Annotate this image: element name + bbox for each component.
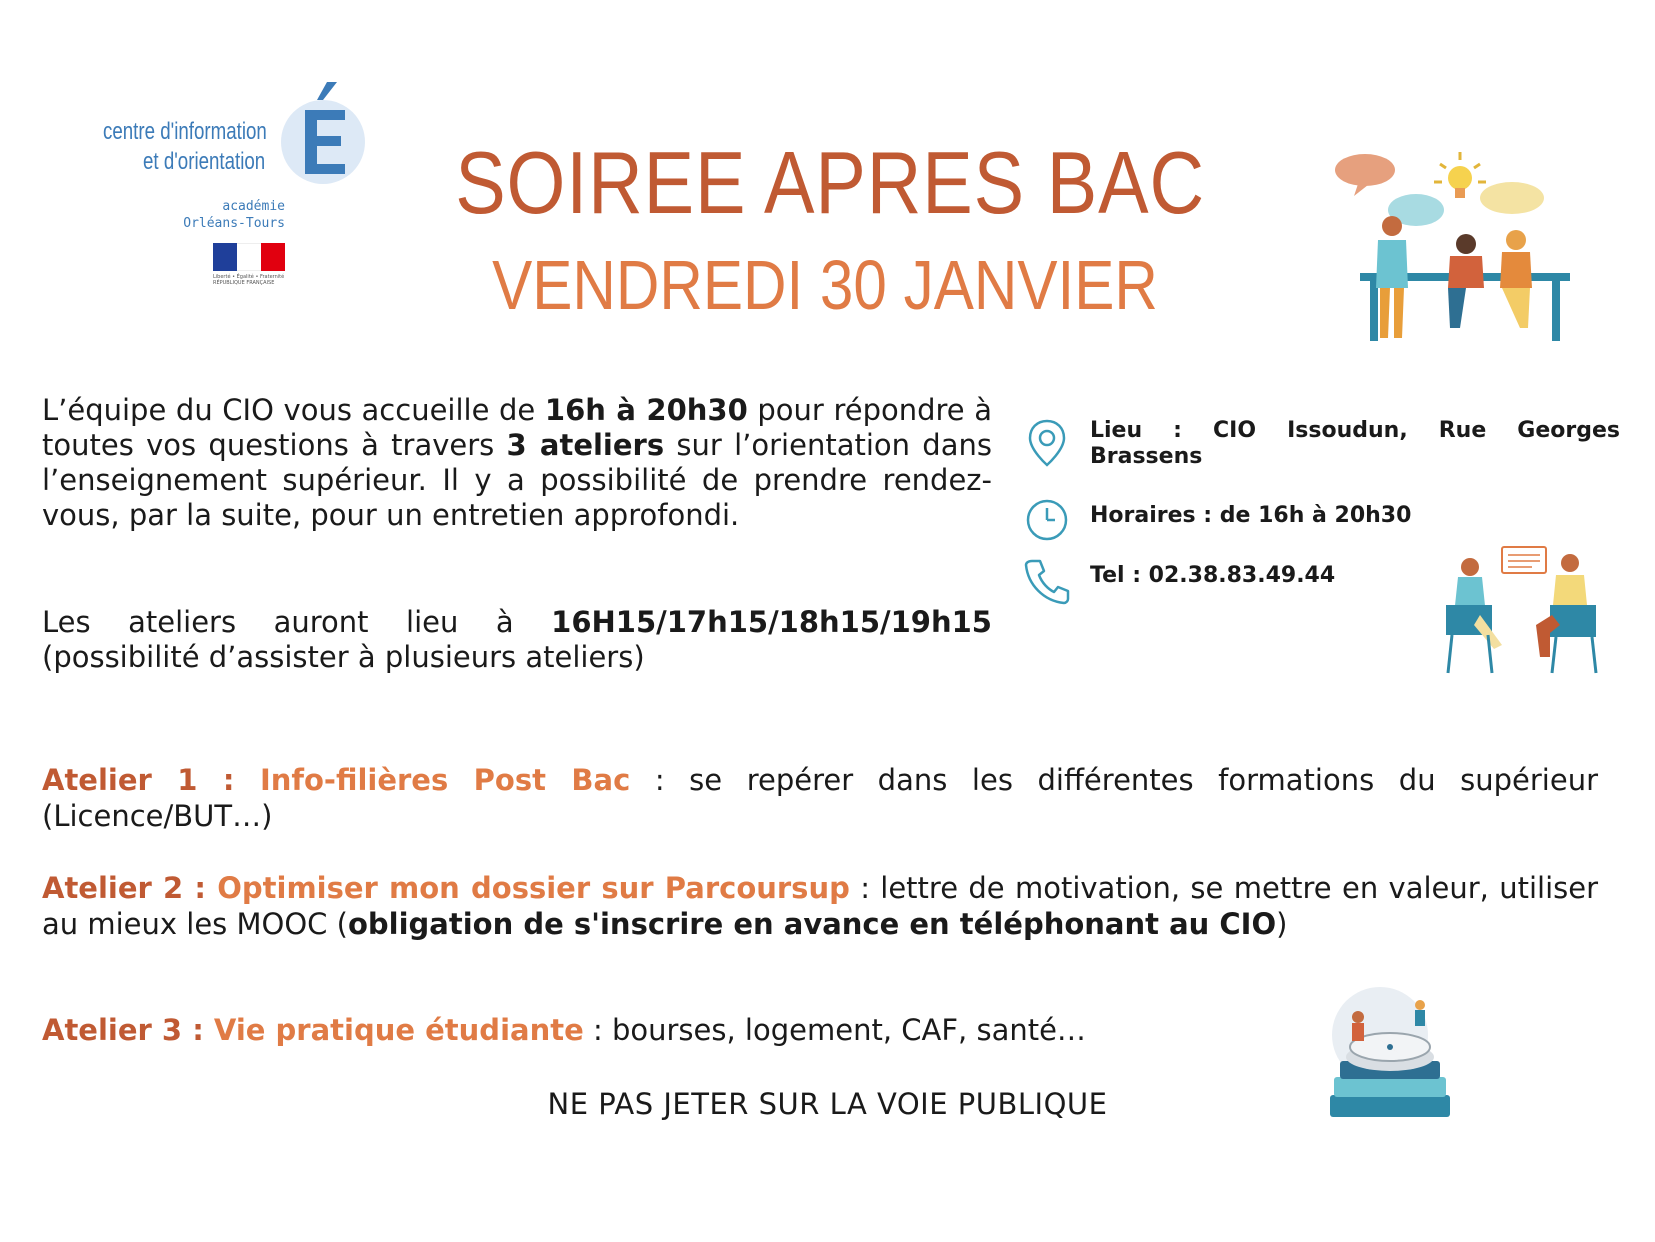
atelier-2: Atelier 2 : Optimiser mon dossier sur Parcoursup : lettre de motivation, se mettre en valeur, utiliser au mieux les MOOC (obligation de s'inscrire en avance en téléphonant au CIO) bbox=[42, 871, 1599, 941]
atelier-3: Atelier 3 : Vie pratique étudiante : bourses, logement, CAF, santé… bbox=[42, 1013, 1086, 1047]
horaires-text: Horaires : de 16h à 20h30 bbox=[1090, 503, 1412, 528]
page-subtitle: VENDREDI 30 JANVIER bbox=[492, 246, 1158, 324]
atelier-1: Atelier 1 : Info-filières Post Bac : se repérer dans les différentes formations du supérieur (Licence/BUT…) bbox=[42, 763, 1598, 833]
intro-hours: 16h à 20h30 bbox=[544, 393, 748, 427]
lieu-text: Lieu : CIO Issoudun, Rue Georges Brassens bbox=[1090, 418, 1620, 469]
meeting-illustration-icon bbox=[1330, 148, 1570, 363]
footer-notice: NE PAS JETER SUR LA VOIE PUBLIQUE bbox=[547, 1087, 1108, 1121]
logo-academie: académie Orléans-Tours bbox=[183, 199, 285, 231]
phone-icon bbox=[1022, 555, 1072, 605]
info-tel bbox=[1022, 555, 1335, 605]
atelier-2-title: Optimiser mon dossier sur Parcoursup bbox=[217, 871, 850, 905]
info-lieu bbox=[1022, 418, 1620, 470]
location-pin-icon bbox=[1022, 418, 1072, 468]
page-title: SOIREE APRES BAC bbox=[455, 133, 1205, 232]
intro-paragraph: L’équipe du CIO vous accueille de 16h à 20h30 pour répondre à toutes vos questions à travers 3 ateliers sur l’orientation dans l’enseignement supérieur. Il y a possibilité de prendre rendez-vous, par la suite, pour un entretien approfondi. bbox=[42, 393, 993, 532]
schedule-times: 16H15/17h15/18h15/19h15 bbox=[551, 605, 992, 639]
logo-line1: centre d'information bbox=[103, 118, 267, 145]
info-horaires bbox=[1022, 495, 1411, 545]
logo-line2: et d'orientation bbox=[143, 148, 266, 175]
atelier-2-obligation: obligation de s'inscrire en avance en téléphonant au CIO bbox=[347, 907, 1277, 941]
tel-text: Tel : 02.38.83.49.44 bbox=[1090, 563, 1336, 588]
cio-logo bbox=[95, 80, 365, 290]
clock-icon bbox=[1022, 495, 1072, 545]
intro-ateliers-count: 3 ateliers bbox=[506, 428, 665, 462]
french-flag-icon bbox=[213, 243, 285, 271]
e-accent-logo-icon bbox=[275, 80, 375, 190]
atelier-3-title: Vie pratique étudiante bbox=[213, 1013, 584, 1047]
atelier-1-title: Info-filières Post Bac bbox=[259, 763, 631, 797]
flag-caption: Liberté • Égalité • Fraternité RÉPUBLIQUE FRANÇAISE bbox=[213, 274, 285, 286]
conversation-illustration-icon bbox=[1440, 545, 1600, 680]
schedule-paragraph: Les ateliers auront lieu à 16H15/17h15/18h15/19h15 (possibilité d’assister à plusieurs ateliers) bbox=[42, 605, 992, 674]
